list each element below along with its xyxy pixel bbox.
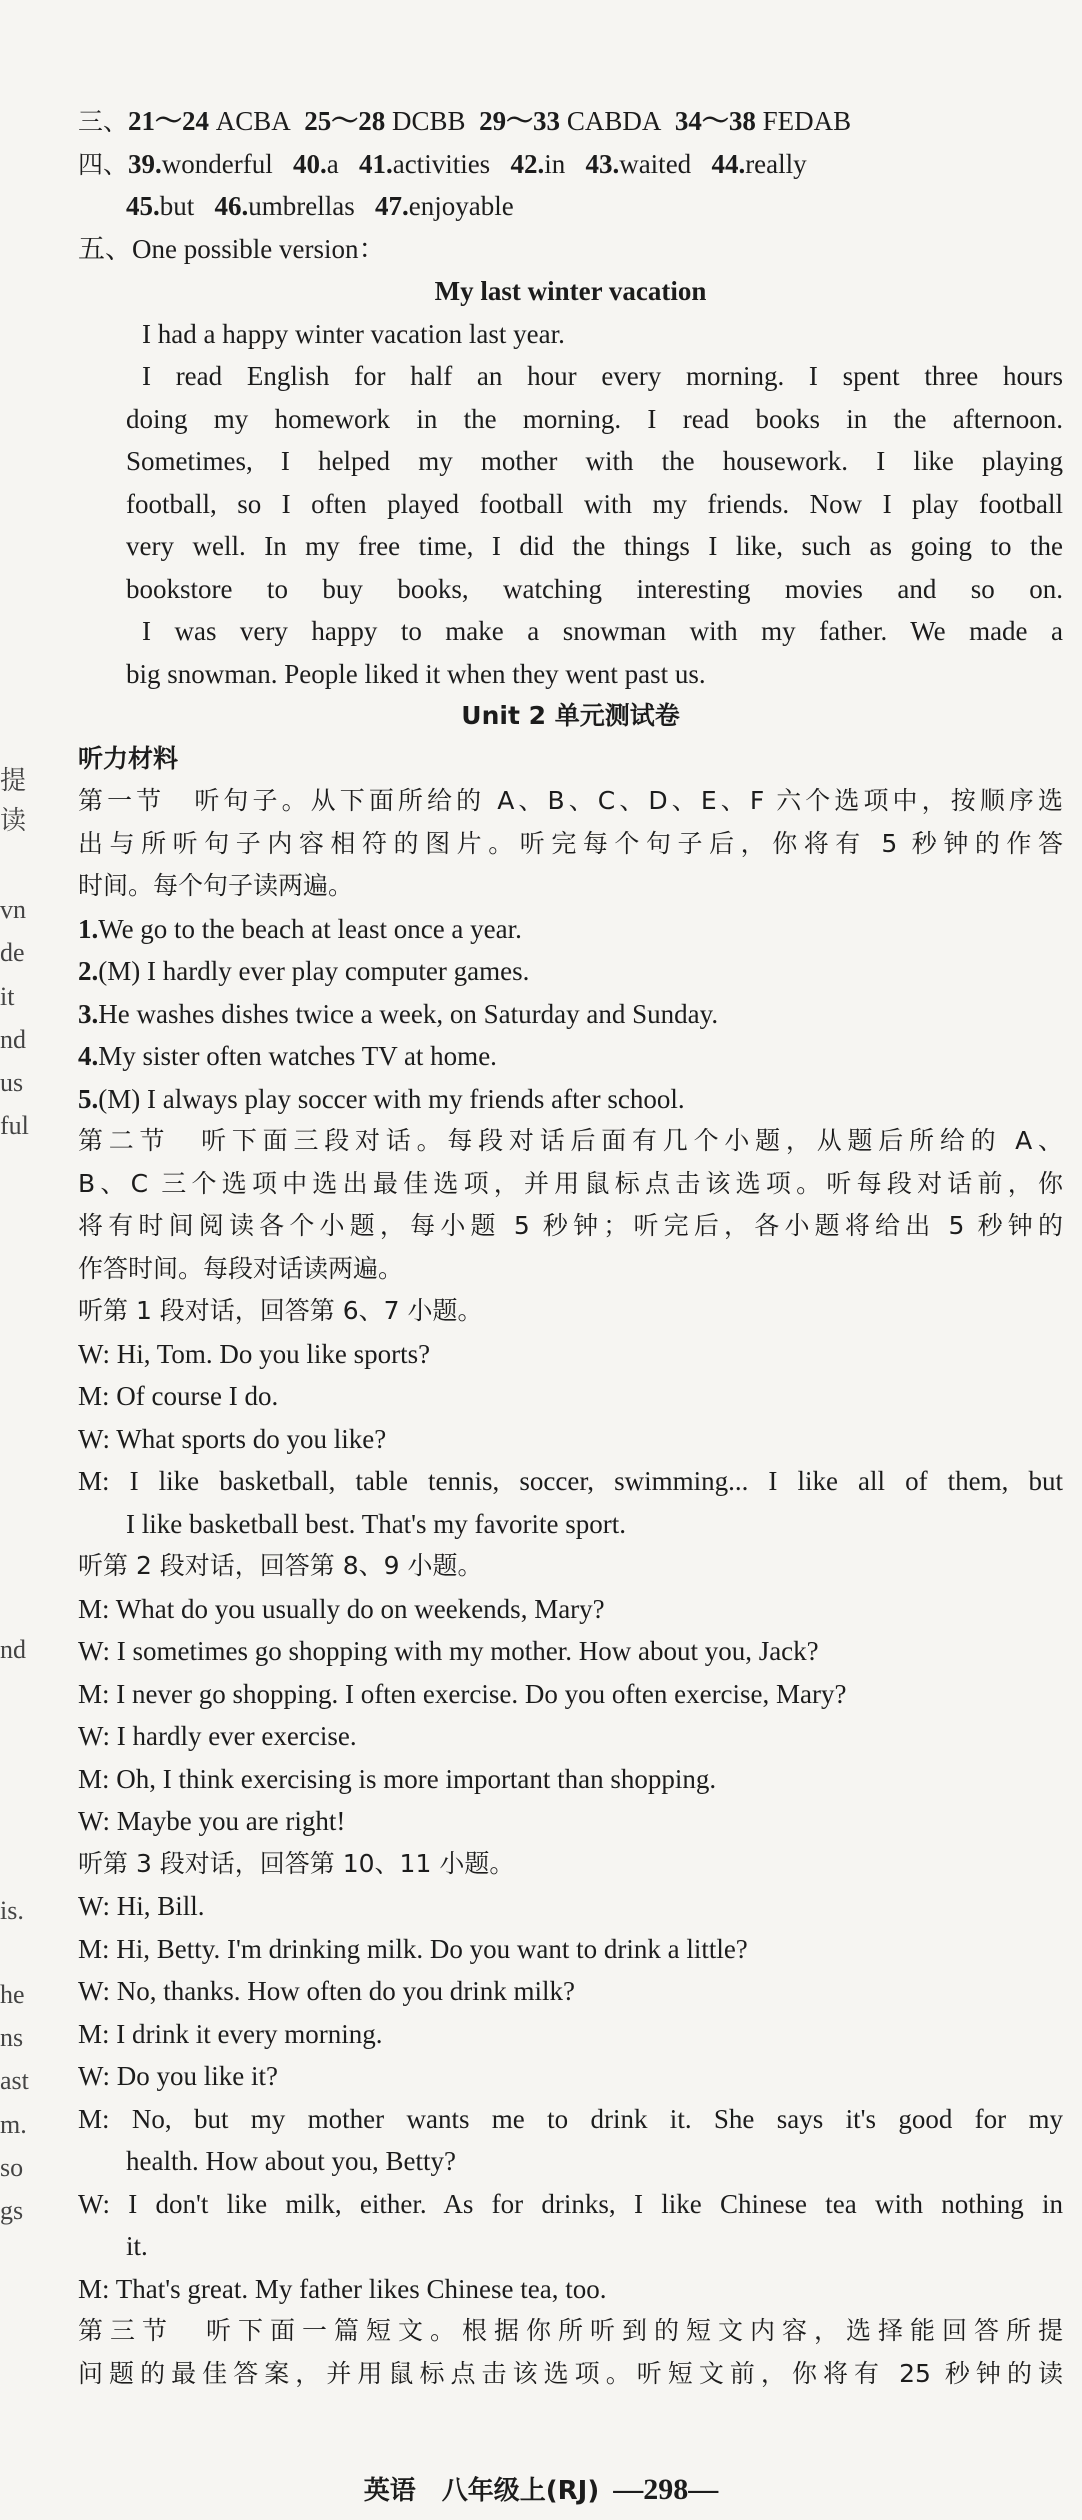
dialog-line: W: I hardly ever exercise. <box>78 1721 357 1751</box>
dialog-line: M: I never go shopping. I often exercise. Do you often exercise, Mary? <box>78 1678 847 1709</box>
bleed-text: 提 <box>0 766 27 795</box>
answer-section-5: 五、One possible version： <box>78 233 386 264</box>
dialog-line: W: Maybe you are right! <box>78 1806 346 1836</box>
listening-sentence: 4.My sister often watches TV at home. <box>78 1041 497 1071</box>
listening-sentence: 3.He washes dishes twice a week, on Saturday and Sunday. <box>78 998 719 1029</box>
listening-sentence: 1.We go to the beach at least once a year. <box>78 913 522 944</box>
page-number: —298— <box>613 2473 719 2506</box>
section-1-instructions: 出与所听句子内容相符的图片。听完每个句子后，你将有 5 秒钟的作答 <box>78 828 1063 858</box>
dialog-1-intro: 听第 1 段对话，回答第 6、7 小题。 <box>78 1296 483 1325</box>
essay-line: big snowman. People liked it when they went past us. <box>126 658 706 689</box>
dialog-line: it. <box>126 2231 148 2261</box>
bleed-text: us <box>0 1068 24 1097</box>
left-page-bleed <box>0 0 70 2520</box>
bleed-text: de <box>0 938 25 967</box>
essay-title: My last winter vacation <box>434 276 707 306</box>
dialog-line: M: I drink it every morning. <box>78 2018 383 2049</box>
section-2-instructions: B、C 三个选项中选出最佳选项，并用鼠标点击该选项。听每段对话前，你 <box>78 1168 1063 1198</box>
bleed-text: is. <box>0 1896 24 1925</box>
dialog-line: M: I like basketball, table tennis, soccer, swimming... I like all of them, but <box>78 1466 1063 1496</box>
document-page <box>78 100 1063 2395</box>
listening-sentence: 5.(M) I always play soccer with my friends after school. <box>78 1083 685 1114</box>
dialog-line: W: I don't like milk, either. As for drinks, I like Chinese tea with nothing in <box>78 2188 1063 2219</box>
listening-sentence: 2.(M) I hardly ever play computer games. <box>78 956 530 986</box>
dialog-2-intro: 听第 2 段对话，回答第 8、9 小题。 <box>78 1551 483 1580</box>
answer-section-3: 三、21～24 ACBA 25～28 DCBB 29～33 CABDA 34～38 FEDAB <box>78 106 852 136</box>
essay-line: bookstore to buy books, watching interesting movies and so on. <box>126 573 1063 604</box>
dialog-line: M: Hi, Betty. I'm drinking milk. Do you want to drink a little? <box>78 1933 748 1964</box>
essay-line: doing my homework in the morning. I read books in the afternoon. <box>126 403 1063 434</box>
bleed-text: ns <box>0 2023 24 2052</box>
bleed-text: he <box>0 1980 25 2009</box>
bleed-text: 读 <box>0 806 27 835</box>
dialog-line: W: No, thanks. How often do you drink milk? <box>78 1976 575 2006</box>
dialog-line: M: No, but my mother wants me to drink it. She says it's good for my <box>78 2103 1063 2134</box>
section-3-instructions: 第三节 听下面一篇短文。根据你所听到的短文内容，选择能回答所提 <box>78 2316 1063 2345</box>
section-2-instructions: 作答时间。每段对话读两遍。 <box>78 1253 404 1283</box>
dialog-line: M: Oh, I think exercising is more important than shopping. <box>78 1763 717 1794</box>
bleed-text: so <box>0 2153 24 2182</box>
dialog-3-intro: 听第 3 段对话，回答第 10、11 小题。 <box>78 1848 515 1878</box>
bleed-text: gs <box>0 2196 24 2225</box>
essay-line: I was very happy to make a snowman with my father. We made a <box>142 616 1063 646</box>
essay-line: I read English for half an hour every morning. I spent three hours <box>142 361 1063 391</box>
bleed-text: vn <box>0 895 26 924</box>
bleed-text: nd <box>0 1635 26 1664</box>
page-footer <box>0 2470 1082 2507</box>
dialog-line: W: I sometimes go shopping with my mother. How about you, Jack? <box>78 1636 819 1666</box>
dialog-line: W: What sports do you like? <box>78 1423 387 1454</box>
essay-line: very well. In my free time, I did the things I like, such as going to the <box>126 531 1063 561</box>
listening-heading: 听力材料 <box>78 743 179 773</box>
essay-line: I had a happy winter vacation last year. <box>142 318 565 349</box>
dialog-line: M: That's great. My father likes Chinese tea, too. <box>78 2273 607 2304</box>
section-3-instructions: 问题的最佳答案，并用鼠标点击该选项。听短文前，你将有 25 秒钟的读 <box>78 2358 1063 2388</box>
answer-section-4-continued: 45.but 46.umbrellas 47.enjoyable <box>126 191 514 221</box>
dialog-line: health. How about you, Betty? <box>126 2146 456 2176</box>
bleed-text: it <box>0 982 15 1011</box>
dialog-line: W: Hi, Bill. <box>78 1891 205 1921</box>
answer-section-4: 四、39.wonderful 40.a 41.activities 42.in 43.waited 44.really <box>78 148 807 179</box>
essay-line: Sometimes, I helped my mother with the housework. I like playing <box>126 446 1063 476</box>
unit-title: Unit 2 单元测试卷 <box>461 701 680 730</box>
footer-subject: 英语 八年级上(RJ) <box>363 2476 600 2506</box>
essay-line: football, so I often played football with my friends. Now I play football <box>126 488 1063 519</box>
dialog-line: W: Hi, Tom. Do you like sports? <box>78 1338 431 1369</box>
bleed-text: m. <box>0 2110 27 2139</box>
section-2-instructions: 将有时间阅读各个小题，每小题 5 秒钟；听完后，各小题将给出 5 秒钟的 <box>78 1211 1063 1240</box>
dialog-line: I like basketball best. That's my favorite sport. <box>126 1508 627 1539</box>
section-2-instructions: 第二节 听下面三段对话。每段对话后面有几个小题，从题后所给的 A、 <box>78 1126 1063 1155</box>
dialog-line: M: Of course I do. <box>78 1381 279 1411</box>
bleed-text: ast <box>0 2066 29 2095</box>
dialog-line: M: What do you usually do on weekends, Mary? <box>78 1593 605 1624</box>
bleed-text: ful <box>0 1111 29 1140</box>
dialog-line: W: Do you like it? <box>78 2061 278 2091</box>
bleed-text: nd <box>0 1025 26 1054</box>
section-1-instructions: 时间。每个句子读两遍。 <box>78 871 354 900</box>
section-1-instructions: 第一节 听句子。从下面所给的 A、B、C、D、E、F 六个选项中，按顺序选 <box>78 786 1063 815</box>
